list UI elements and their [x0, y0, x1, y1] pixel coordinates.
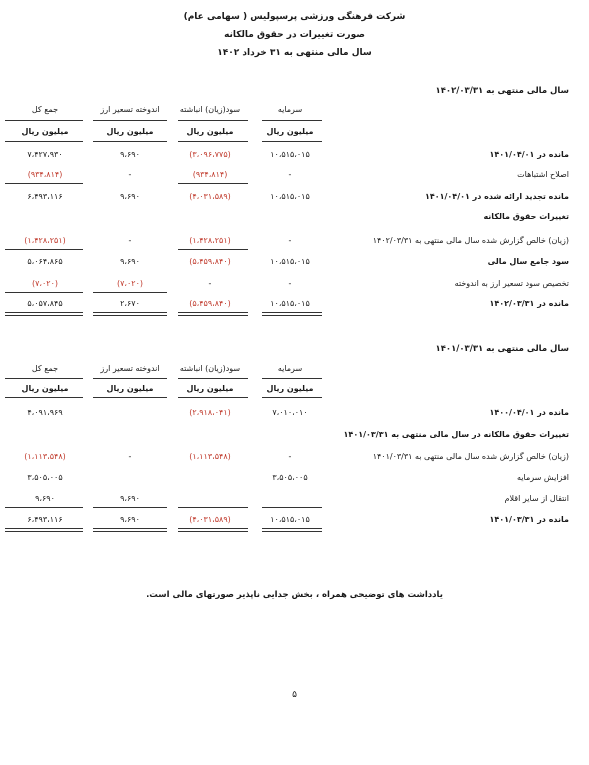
sum-line [93, 507, 167, 508]
total-double-line [5, 528, 83, 532]
col-underline [178, 120, 248, 121]
row-label: اصلاح اشتباهات [517, 170, 569, 179]
cell-value: ۵،۰۵۷،۸۴۵ [27, 299, 63, 308]
col-underline [93, 378, 167, 379]
col-header-retained: سود(زیان) انباشته [179, 364, 241, 373]
row-label: (زیان) خالص گزارش شده سال مالی منتهی به ۱۴۰۱/۰۳/۳۱ [372, 452, 569, 461]
cell-value: (۳،۰۹۶،۷۷۵) [189, 150, 231, 159]
col-header-retained: سود(زیان) انباشته [179, 105, 241, 114]
section2-title: سال مالی منتهی به ۱۴۰۱/۰۳/۳۱ [435, 344, 569, 354]
unit-label: میلیون ریال [266, 127, 314, 136]
row-label: مانده تجدید ارائه شده در ۱۴۰۱/۰۴/۰۱ [424, 192, 569, 201]
row-label: انتقال از سایر اقلام [504, 494, 569, 503]
total-double-line [178, 312, 248, 316]
col-underline [262, 120, 322, 121]
sum-line [178, 183, 248, 184]
total-double-line [262, 312, 322, 316]
sum-line [93, 292, 167, 293]
col-underline [178, 378, 248, 379]
unit-underline [262, 141, 322, 142]
unit-label: میلیون ریال [21, 127, 69, 136]
cell-value: (۹۳۴،۸۱۴) [192, 170, 228, 179]
unit-label: میلیون ریال [186, 127, 234, 136]
cell-value: (۱،۴۲۸،۲۵۱) [24, 236, 66, 245]
total-double-line [93, 528, 167, 532]
unit-underline [5, 141, 83, 142]
sum-line [5, 292, 83, 293]
sum-line [5, 183, 83, 184]
col-header-reserve: اندوخته تسعیر ارز [100, 364, 160, 373]
cell-value: (۵،۴۵۹،۸۴۰) [189, 257, 231, 266]
cell-value: (۷،۰۲۰) [31, 279, 59, 288]
cell-value: - [128, 452, 132, 461]
unit-label: میلیون ریال [186, 384, 234, 393]
unit-label: میلیون ریال [106, 384, 154, 393]
row-label: تغییرات حقوق مالکانه در سال مالی منتهی به ۱۴۰۱/۰۳/۳۱ [343, 430, 569, 439]
period-title: سال مالی منتهی به ۳۱ خرداد ۱۴۰۲ [217, 48, 372, 58]
cell-value: ۲،۶۷۰ [120, 299, 140, 308]
row-label: سود جامع سال مالی [487, 257, 569, 266]
cell-value: ۱۰،۵۱۵،۰۱۵ [270, 257, 310, 266]
sum-line [5, 507, 83, 508]
col-underline [5, 120, 83, 121]
cell-value: ۳،۵۰۵،۰۰۵ [272, 473, 308, 482]
cell-value: ۹،۶۹۰ [35, 494, 55, 503]
total-double-line [178, 528, 248, 532]
cell-value: - [128, 236, 132, 245]
row-label: (زیان) خالص گزارش شده سال مالی منتهی به ۱۴۰۲/۰۳/۳۱ [372, 236, 569, 245]
cell-value: ۷،۰۱۰،۰۱۰ [272, 408, 308, 417]
unit-underline [93, 141, 167, 142]
cell-value: ۹،۶۹۰ [120, 192, 140, 201]
unit-underline [178, 397, 248, 398]
unit-label: میلیون ریال [266, 384, 314, 393]
cell-value: ۴،۰۹۱،۹۶۹ [27, 408, 63, 417]
col-header-capital: سرمایه [277, 364, 303, 373]
total-double-line [5, 312, 83, 316]
unit-underline [262, 397, 322, 398]
col-underline [5, 378, 83, 379]
cell-value: ۱۰،۵۱۵،۰۱۵ [270, 515, 310, 524]
cell-value: ۱۰،۵۱۵،۰۱۵ [270, 299, 310, 308]
cell-value: - [288, 452, 292, 461]
col-header-reserve: اندوخته تسعیر ارز [100, 105, 160, 114]
cell-value: ۶،۴۹۳،۱۱۶ [27, 192, 63, 201]
col-underline [262, 378, 322, 379]
total-double-line [93, 312, 167, 316]
cell-value: - [208, 279, 212, 288]
sum-line [262, 507, 322, 508]
cell-value: (۲،۹۱۸،۰۴۱) [189, 408, 231, 417]
cell-value: ۹،۶۹۰ [120, 515, 140, 524]
unit-underline [178, 141, 248, 142]
cell-value: - [288, 236, 292, 245]
cell-value: - [128, 170, 132, 179]
sum-line [178, 249, 248, 250]
section1-title: سال مالی منتهی به ۱۴۰۲/۰۳/۳۱ [435, 86, 569, 96]
row-label: مانده در ۱۴۰۰/۰۴/۰۱ [489, 408, 569, 417]
cell-value: (۱،۴۲۸،۲۵۱) [189, 236, 231, 245]
statement-title: صورت تغییرات در حقوق مالکانه [224, 30, 365, 40]
cell-value: ۳،۵۰۵،۰۰۵ [27, 473, 63, 482]
col-header-total: جمع کل [31, 105, 59, 114]
cell-value: (۹۳۴،۸۱۴) [27, 170, 63, 179]
cell-value: (۴،۰۳۱،۵۸۹) [189, 192, 231, 201]
cell-value: ۶،۴۹۳،۱۱۶ [27, 515, 63, 524]
col-underline [93, 120, 167, 121]
row-label: افزایش سرمایه [516, 473, 569, 482]
col-header-capital: سرمایه [277, 105, 303, 114]
footnote: یادداشت های توضیحی همراه ، بخش جدایی ناپذیر صورتهای مالی است. [146, 590, 443, 600]
cell-value: (۵،۴۵۹،۸۴۰) [189, 299, 231, 308]
sum-line [5, 249, 83, 250]
cell-value: - [288, 170, 292, 179]
cell-value: ۹،۶۹۰ [120, 150, 140, 159]
cell-value: ۱۰،۵۱۵،۰۱۵ [270, 150, 310, 159]
cell-value: ۵،۰۶۴،۸۶۵ [27, 257, 63, 266]
row-label: مانده در ۱۴۰۱/۰۳/۳۱ [489, 515, 569, 524]
row-label: مانده در ۱۴۰۲/۰۳/۳۱ [489, 299, 569, 308]
sum-line [178, 507, 248, 508]
cell-value: (۱،۱۱۳،۵۴۸) [189, 452, 231, 461]
unit-underline [5, 397, 83, 398]
unit-underline [93, 397, 167, 398]
cell-value: - [288, 279, 292, 288]
cell-value: ۱۰،۵۱۵،۰۱۵ [270, 192, 310, 201]
cell-value: ۹،۶۹۰ [120, 257, 140, 266]
cell-value: (۷،۰۲۰) [116, 279, 144, 288]
cell-value: (۱،۱۱۳،۵۴۸) [24, 452, 66, 461]
total-double-line [262, 528, 322, 532]
row-label: تخصیص سود تسعیر ارز به اندوخته [454, 279, 569, 288]
cell-value: ۹،۶۹۰ [120, 494, 140, 503]
company-name: شرکت فرهنگی ورزشی پرسپولیس ( سهامی عام) [183, 12, 406, 22]
col-header-total: جمع کل [31, 364, 59, 373]
cell-value: (۴،۰۳۱،۵۸۹) [189, 515, 231, 524]
row-label: تغییرات حقوق مالکانه [483, 212, 569, 221]
unit-label: میلیون ریال [106, 127, 154, 136]
cell-value: ۷،۴۲۷،۹۳۰ [27, 150, 63, 159]
unit-label: میلیون ریال [21, 384, 69, 393]
row-label: مانده در ۱۴۰۱/۰۴/۰۱ [489, 150, 569, 159]
page-number: ۵ [292, 690, 297, 700]
